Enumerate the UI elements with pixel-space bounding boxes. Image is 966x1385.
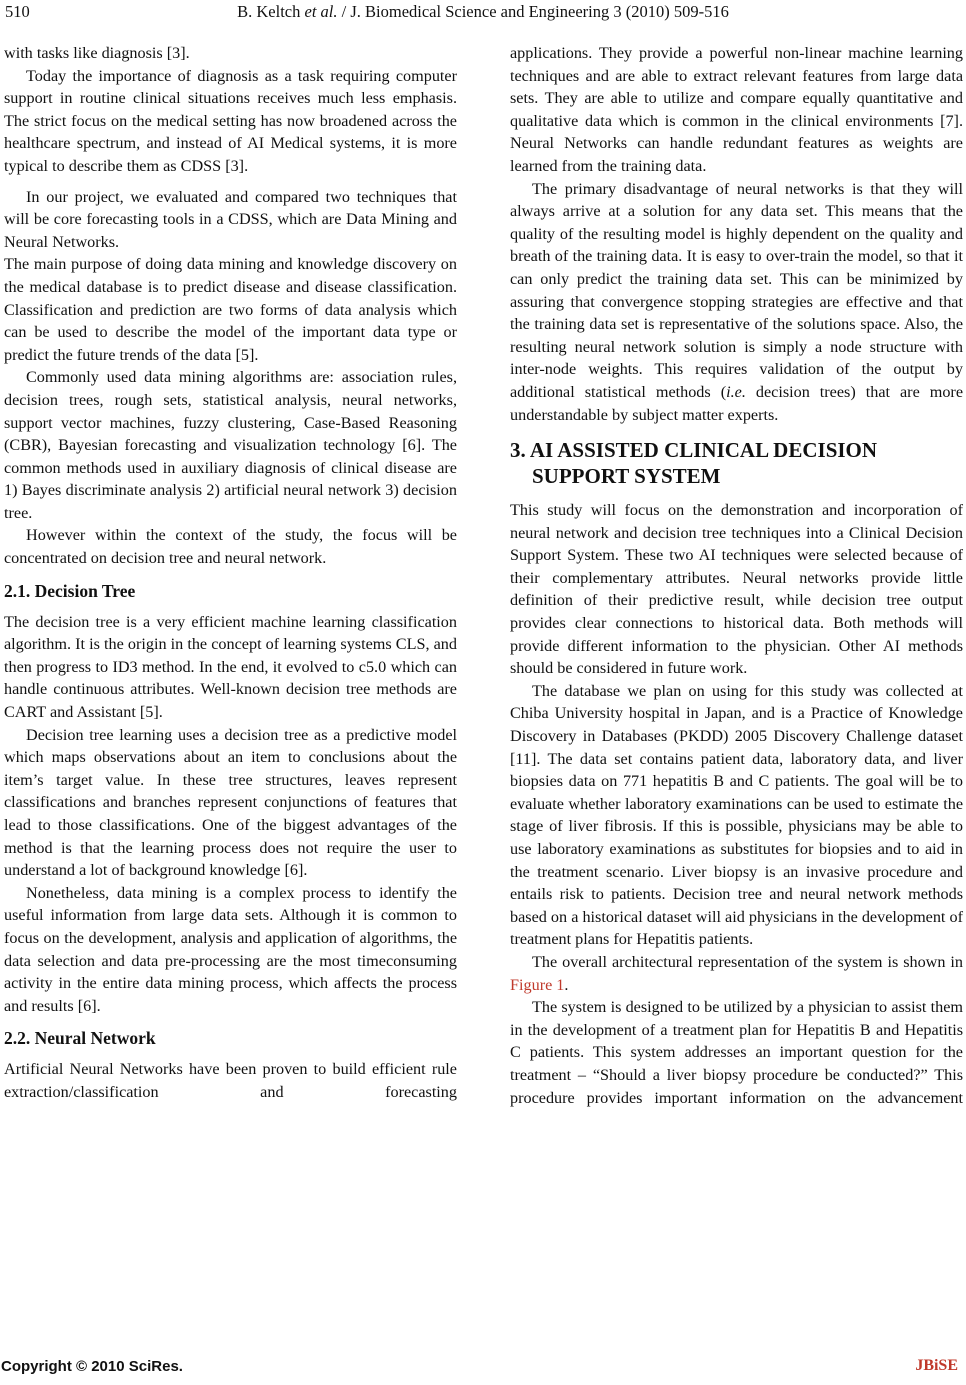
copyright-notice: Copyright © 2010 SciRes. (1, 1358, 183, 1375)
paragraph: This study will focus on the demonstration and incorporation of neural network and decision tree techniques into a Clinical Decision Support System. These two AI techniques were selected because of their complementary attributes. Neural networks provide little definition of their predictive result, while decision tree output provides clear connections to historical data. Both methods will provide different information to the physician. Other AI methods should be considered in future work. (510, 501, 963, 678)
paragraph: The database we plan on using for this study was collected at Chiba University hospital in Japan, and is a Practice of Knowledge Discovery in Databases (PKDD) 2005 Discovery Challenge dataset [11]. The data set contains patient data, laboratory data, and liver biopsies data on 771 hepatitis B and C patients. The goal will be to evaluate whether laboratory examinations can be used to estimate the stage of liver fibrosis. If this is possible, physicians may be able to use laboratory examinations as substitutes for biopsies and to aid in the treatment scenario. Liver biopsy is an invasive procedure and entails risk to patients. Decision tree and neural network methods based on a historical dataset will aid physicians in the development of treatment plans for Hepatitis patients. (510, 681, 963, 949)
paragraph: The main purpose of doing data mining and knowledge discovery on the medical database is to predict disease and disease classification. Classification and prediction are two forms of data analysis which can be used to describe the model of the important data type or predict the future trends of the data [5]. (4, 255, 457, 364)
paragraph: Artificial Neural Networks have been proven to build efficient rule extraction/classification and forecasting (4, 1060, 457, 1101)
heading-line: SUPPORT SYSTEM (532, 464, 721, 489)
paragraph-text: The primary disadvantage of neural networks is that they will always arrive at a solution for any data set. This means that the quality of the resulting model is highly dependent on the quality and breath of the training data. It is easy to over-train the model, so that it can only predict the training data set. This can be minimized by assuring that convergence stopping strategies are effective and that the training data set is representative of the solutions space. Also, the resulting neural network solution is simply a node structure with inter-node weights. This requires validation of the output by additional statistical methods ( (510, 179, 963, 401)
header-etal: et al. (304, 2, 338, 21)
header-citation: / J. Biomedical Science and Engineering 3 (2010) 509-516 (341, 2, 729, 21)
paragraph: The decision tree is a very efficient machine learning classification algorithm. It is the origin in the concept of learning systems CLS, and then progress to ID3 method. In the end, it evolved to c5.0 which can handle continuous attributes. Well-known decision tree methods are CART and Assistant [5]. (4, 612, 457, 722)
paragraph: applications. They provide a powerful non-linear machine learning techniques and are able to extract relevant features from large data sets. They are able to utilize and compare equally quantitative and qualitative data which is common in the clinical environments [7]. Neural Networks can handle redundant features as weights are learned from the training data. (510, 44, 963, 175)
page-footer (0, 1354, 966, 1384)
paragraph: with tasks like diagnosis [3]. (4, 44, 190, 62)
paragraph: Decision tree learning uses a decision tree as a predictive model which maps observations about an item to conclusions about the item’s target value. In these tree structures, leaves represent classifications and branches represent conjunctions of features that lead to those classifications. One of the biggest advantages of the method is that the learning process does not require the user to understand a lot of background knowledge [6]. (4, 725, 457, 880)
running-title (5, 2, 961, 22)
page-number: 510 (5, 2, 30, 21)
paragraph (510, 178, 963, 427)
paragraph: The system is designed to be utilized by a physician to assist them in the development of a treatment plan for Hepatitis B and Hepatitis C patients. This system addresses an important question for the treatment – “Should a liver biopsy procedure be conducted?” This procedure provides important information on the advancement (510, 998, 963, 1107)
section-heading-ai-cdss (510, 437, 963, 489)
figure-1-link[interactable]: Figure 1 (510, 975, 565, 994)
section-heading-decision-tree: 2.1. Decision Tree (4, 580, 136, 601)
paragraph: Today the importance of diagnosis as a task requiring computer support in routine clinical situations receives much less emphasis. The strict focus on the medical setting has now broadened across the healthcare spectrum, and instead of AI Medical systems, it is more typical to describe them as CDSS [3]. (4, 66, 457, 175)
paragraph: However within the context of the study, the focus will be concentrated on decision tree and neural network. (4, 526, 457, 568)
ie-abbrev: i.e. (726, 382, 746, 401)
paragraph-text: . (564, 975, 569, 994)
paragraph: In our project, we evaluated and compared two techniques that will be core forecasting tools in a CDSS, which are Data Mining and Neural Networks. (4, 187, 457, 251)
section-heading-neural-network: 2.2. Neural Network (4, 1028, 156, 1049)
heading-line: 3. AI ASSISTED CLINICAL DECISION (510, 438, 878, 463)
paragraph: Nonetheless, data mining is a complex process to identify the useful information from large data sets. Although it is common to focus on the development, analysis and application of algorithms, the data selection and data pre-processing are the most timeconsuming activity in the entire data mining process, which affects the process and results [6]. (4, 883, 457, 1015)
paragraph-text: decision trees) that are more understandable by subject matter experts. (510, 382, 964, 424)
left-column (4, 42, 457, 1104)
paragraph (510, 951, 963, 996)
paragraph: Commonly used data mining algorithms are: association rules, decision trees, rough sets, statistical analysis, neural networks, support vector machines, fuzzy clustering, Case-Based Reasoning (CBR), Bayesian forecasting and visualization technology [6]. The common methods used in auxiliary diagnosis of clinical disease are 1) Bayes discriminate analysis 2) artificial neural network 3) decision tree. (4, 368, 457, 522)
right-column (510, 42, 963, 1109)
paragraph-text: The overall architectural representation of the system is shown in (532, 952, 963, 971)
running-header (5, 2, 961, 26)
journal-abbrev: JBiSE (915, 1357, 958, 1374)
header-authors: B. Keltch (237, 2, 301, 21)
